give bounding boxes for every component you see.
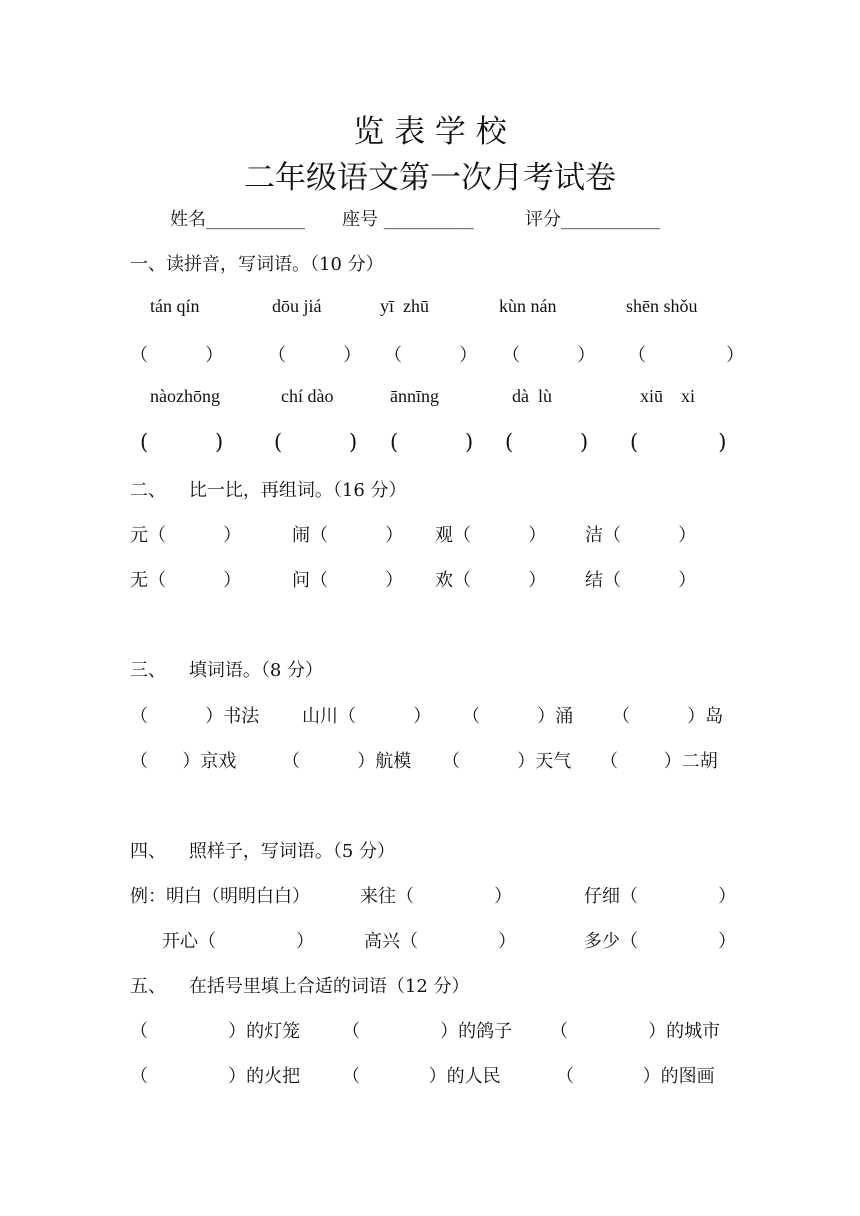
- pinyin-item: dà lù: [512, 386, 552, 406]
- compare-item: 洁（ ）: [585, 525, 697, 546]
- compare-item: 问（ ）: [292, 570, 404, 591]
- compare-item: 观（ ）: [435, 525, 547, 546]
- fill-item: （ ）天气: [442, 751, 572, 772]
- school-name: 览 表 学 校: [353, 114, 507, 150]
- modifier-item: （ ）的图画: [556, 1066, 715, 1087]
- pinyin-item: shēn shǒu: [626, 296, 698, 316]
- fill-item: （ ）京戏: [130, 751, 237, 772]
- section-1-heading: 一、读拼音，写词语。（10 分）: [130, 254, 384, 275]
- pinyin-item: ānnīng: [390, 386, 439, 406]
- compare-item: 无（ ）: [130, 570, 242, 591]
- section-5-heading: 五、 在括号里填上合适的词语（12 分）: [130, 976, 470, 997]
- answer-blank: （ ）: [130, 345, 224, 366]
- section-2-heading: 二、 比一比，再组词。（16 分）: [130, 480, 407, 501]
- compare-item: 闹（ ）: [292, 525, 404, 546]
- pinyin-item: dōu jiá: [272, 296, 322, 316]
- seat-field: 座号 __________: [342, 209, 474, 230]
- score-field: 评分___________: [525, 209, 660, 230]
- answer-blank: （ ）: [502, 345, 596, 366]
- pinyin-item: nàozhōng: [150, 386, 220, 406]
- answer-blank: ( ): [140, 430, 224, 454]
- modifier-item: （ ）的火把: [130, 1066, 301, 1087]
- compare-item: 元（ ）: [130, 525, 242, 546]
- exam-title: 二年级语文第一次月考试卷: [244, 160, 616, 196]
- reduplicate-item: 开心（ ）: [162, 931, 315, 952]
- answer-blank: ( ): [630, 430, 727, 454]
- reduplicate-item: 多少（ ）: [584, 931, 737, 952]
- pinyin-item: tán qín: [150, 296, 200, 316]
- reduplicate-item: 高兴（ ）: [364, 931, 517, 952]
- modifier-item: （ ）的鸽子: [342, 1021, 513, 1042]
- compare-item: 欢（ ）: [435, 570, 547, 591]
- section-4-heading: 四、 照样子，写词语。（5 分）: [130, 841, 396, 862]
- fill-item: （ ）二胡: [600, 751, 718, 772]
- fill-item: （ ）书法: [130, 706, 260, 727]
- modifier-item: （ ）的城市: [550, 1021, 721, 1042]
- example-item: 例：明白（明明白白）: [130, 886, 310, 907]
- answer-blank: ( ): [505, 430, 589, 454]
- fill-item: （ ）涌: [462, 706, 574, 727]
- answer-blank: （ ）: [628, 345, 745, 366]
- reduplicate-item: 来往（ ）: [360, 886, 513, 907]
- fill-item: （ ）岛: [612, 706, 724, 727]
- pinyin-item: xiū xi: [640, 386, 696, 406]
- compare-item: 结（ ）: [585, 570, 697, 591]
- section-3-heading: 三、 填词语。（8 分）: [130, 660, 324, 681]
- pinyin-item: kùn nán: [499, 296, 557, 316]
- answer-blank: ( ): [390, 430, 474, 454]
- answer-blank: （ ）: [268, 345, 362, 366]
- name-field: 姓名___________: [170, 209, 305, 230]
- modifier-item: （ ）的灯笼: [130, 1021, 301, 1042]
- fill-item: （ ）航模: [282, 751, 412, 772]
- answer-blank: （ ）: [384, 345, 478, 366]
- reduplicate-item: 仔细（ ）: [584, 886, 737, 907]
- pinyin-item: chí dào: [281, 386, 334, 406]
- fill-item: 山川（ ）: [302, 706, 432, 727]
- answer-blank: ( ): [274, 430, 358, 454]
- pinyin-item: yī zhū: [380, 296, 429, 316]
- modifier-item: （ ）的人民: [342, 1066, 501, 1087]
